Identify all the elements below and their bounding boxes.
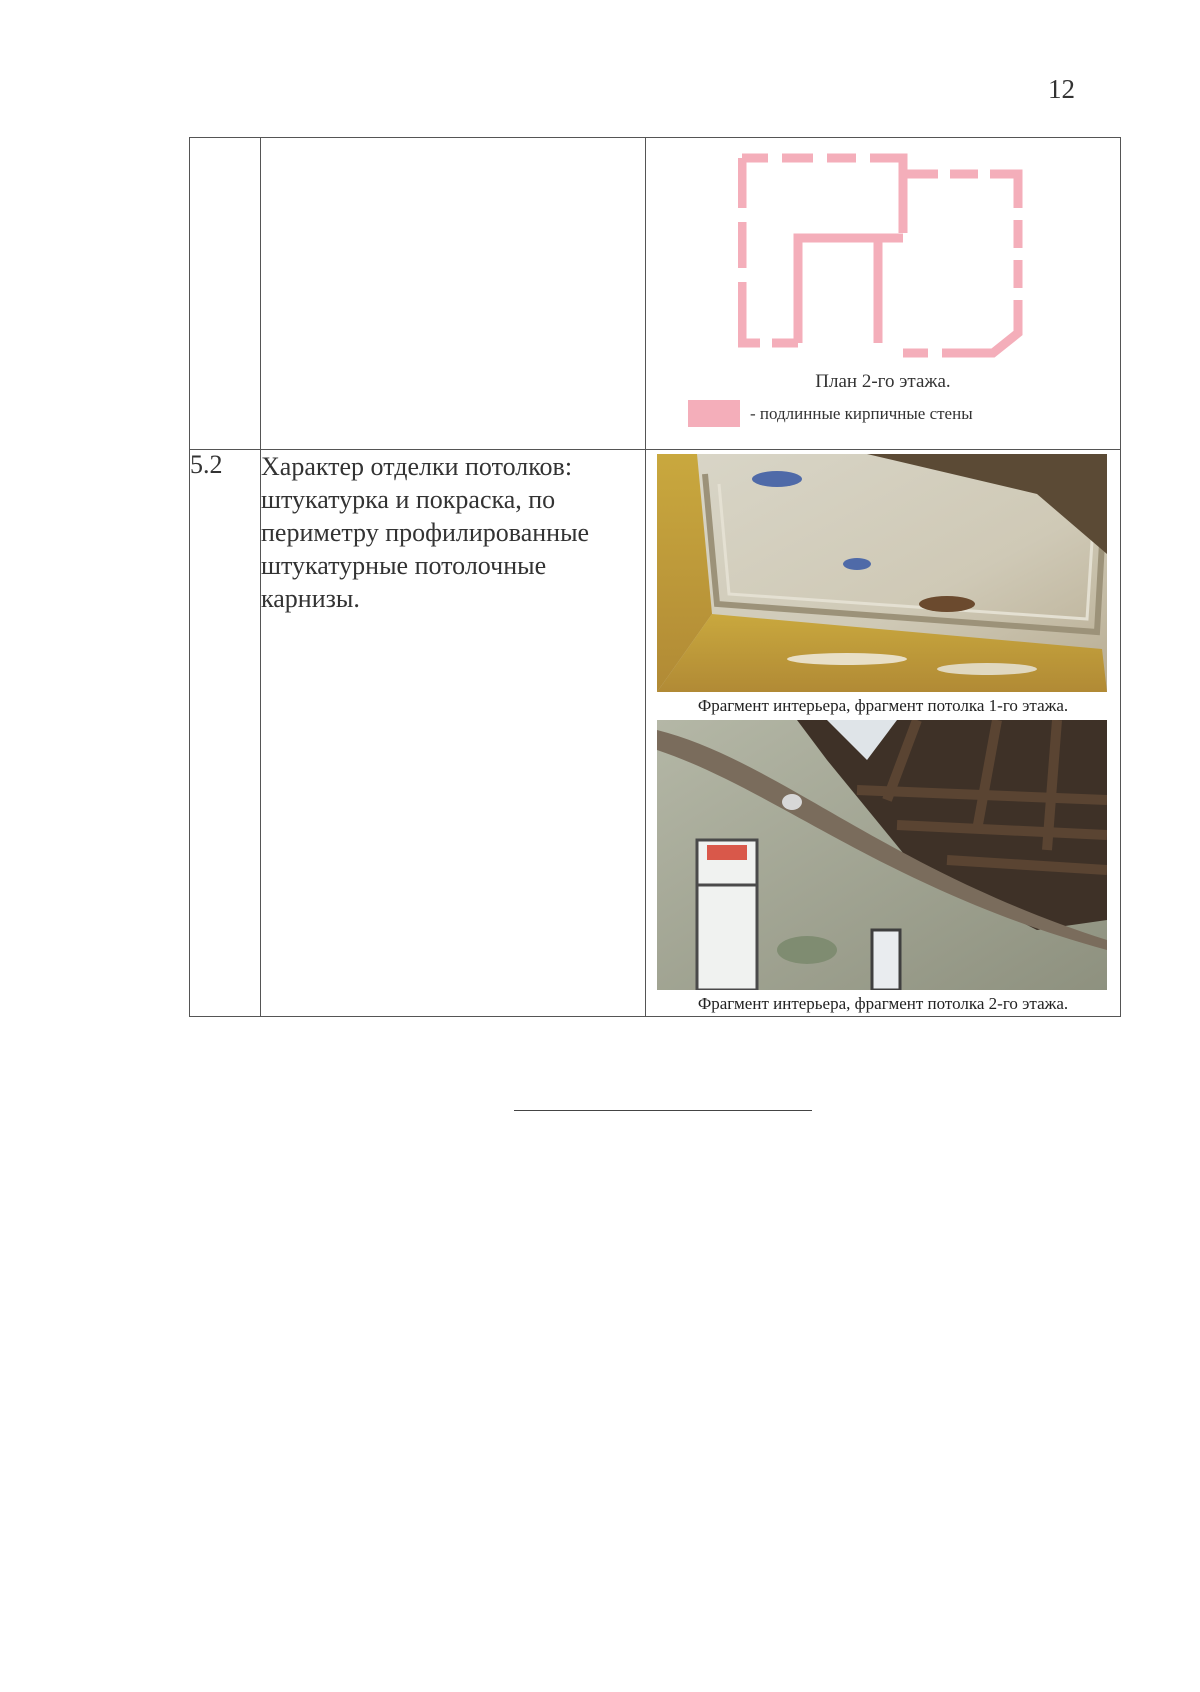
ceiling-photo-floor-2: [657, 720, 1107, 990]
photos-cell: [646, 450, 1121, 1017]
ceiling-photo-floor-1: [657, 454, 1107, 692]
table-row: [190, 450, 1121, 1017]
legend-swatch: [688, 400, 740, 427]
photo-caption: Фрагмент интерьера, фрагмент потолка 2-го этажа.: [697, 994, 1069, 1013]
end-rule: [514, 1110, 812, 1111]
floor-plan-drawing: [738, 148, 1028, 363]
row-description: Характер отделки потолков: штукатурка и покраска, по периметру профилированные штукатурные потолочные карнизы.: [261, 450, 646, 1017]
legend: [688, 400, 973, 427]
row-number: 5.2: [190, 450, 261, 1017]
row-number: [190, 138, 261, 450]
page-number: 12: [1048, 74, 1075, 104]
plan-cell: [646, 138, 1121, 450]
plan-caption: План 2-го этажа.: [815, 371, 951, 392]
document-table: [189, 137, 1121, 1017]
table-row: [190, 138, 1121, 450]
row-description: [261, 138, 646, 450]
legend-text: - подлинные кирпичные стены: [750, 403, 973, 423]
photo-caption: Фрагмент интерьера, фрагмент потолка 1-го этажа.: [697, 696, 1069, 715]
